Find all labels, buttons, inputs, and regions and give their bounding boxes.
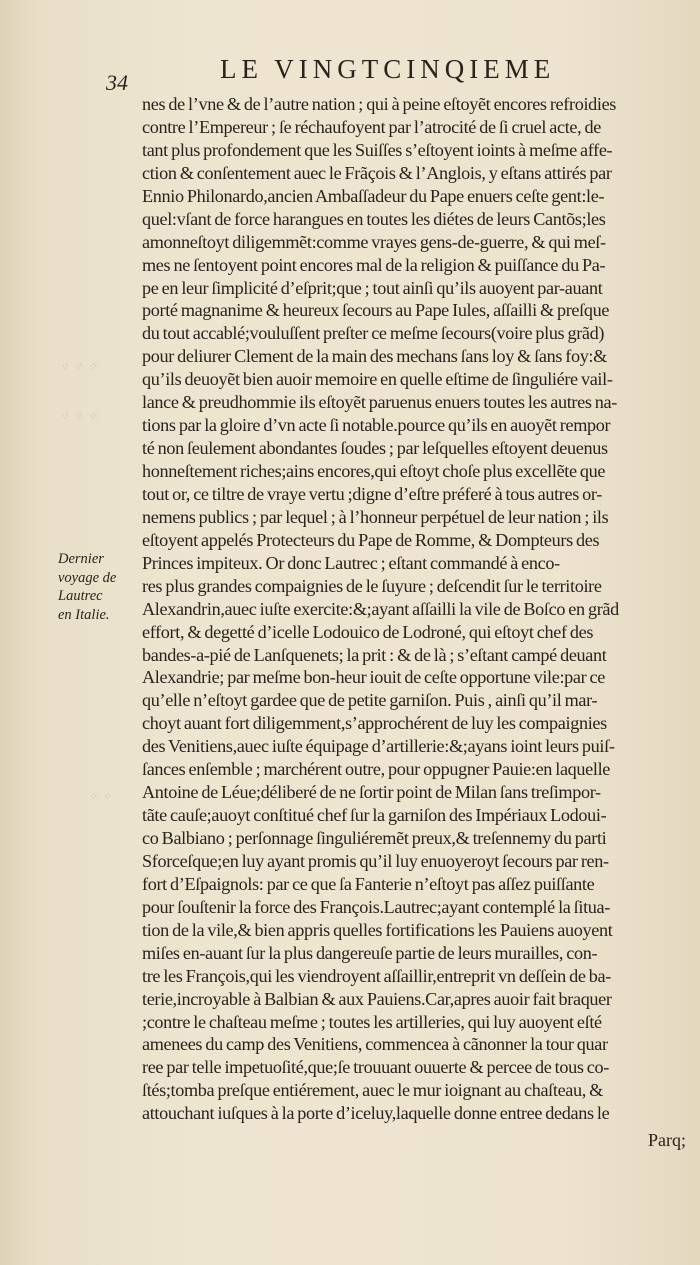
text-line: effort, & degetté d’icelle Lodouico de Lodroné, qui eſtoyt chef des [142,621,594,642]
text-line: mes ne ſentoyent point encores mal de la religion & puiſſance du Pa- [142,254,606,275]
text-line: tions par la gloire d’vn acte ſi notable.pource qu’ils en auoyẽt rempor [142,415,611,436]
text-line: Sforceſque;en luy ayant promis qu’il luy enuoyeroyt ſecours par ren- [142,850,609,871]
text-line: lance & preudhommie ils eſtoyẽt paruenus enuers toutes les autres na- [142,392,617,413]
text-line: Antoine de Léue;déliberé de ne ſortir point de Milan ſans treſimpor- [142,782,601,803]
text-line: honneſtement riches;ains encores,qui eſtoyt choſe plus excellẽte que [142,461,606,481]
text-line: quel:vſant de force harangues en toutes les diétes de leurs Cantõs;les [142,208,606,229]
marginal-note-line: Lautrec [58,588,103,604]
text-line: ſances enſemble ; marchérent outre, pour oppugner Pauie:en laquelle [142,759,611,780]
text-line: nemens publics ; par lequel ; à l’honneur perpétuel de leur nation ; ils [142,506,609,527]
show-through-mark: ⁘ ⁘ ⁘ [60,361,99,373]
text-line: co Balbiano ; perſonnage ſinguliéremẽt preux,& treſennemy du parti [142,828,607,848]
marginal-note [58,550,142,624]
text-line: eſtoyent appelés Protecteurs du Pape de Romme, & Dompteurs des [142,529,600,550]
show-through-mark: ⁘ ⁘ [88,791,113,803]
running-head: LE VINGTCINQIEME [220,54,556,84]
marginal-note-line: en Italie. [58,606,110,623]
text-line: du tout accablé;vouluſſent preſter ce meſme ſecours(voire plus grãd) [142,323,605,344]
text-line: attouchant iuſques à la porte d’iceluy,laquelle donne entree dedans le [142,1103,610,1124]
text-line: res plus grandes compaignies de le ſuyure ; deſcendit ſur le territoire [142,575,602,596]
text-line: ction & conſentement auec le Frãçois & l’Anglois, y eſtans attirés par [142,162,612,183]
text-line: ;contre le chaſteau meſme ; toutes les artilleries, qui luy auoyent eſté [142,1011,602,1032]
text-line: ſtés;tomba preſque entiérement, auec le mur ioignant au chaſteau, & [142,1080,603,1101]
text-line: tãte cauſe;auoyt conſtitué chef ſur la garniſon des Impériaux Lodoui- [142,805,607,826]
text-line: qu’elle n’eſtoyt gardee que de petite garniſon. Puis , ainſi qu’il mar- [142,690,598,711]
text-line: Princes impiteux. Or donc Lautrec ; eſtant commandé à enco- [142,552,560,573]
text-line: des Venitiens,auec iuſte équipage d’artillerie:&;ayans ioint leurs puiſ- [142,736,615,757]
show-through-mark: ⁘ ⁘ ⁘ [60,411,99,423]
text-line: qu’ils deuoyẽt bien auoir memoire en quelle eſtime de ſinguliére vail- [142,369,613,390]
text-line: Ennio Philonardo,ancien Ambaſſadeur du Pape enuers ceſte gent:le- [142,185,605,206]
text-line: amenees du camp des Venitiens, commencea à cãnonner la tour quar [142,1034,608,1055]
text-line: miſes en-auant ſur la plus dangereuſe partie de leurs murailles, con- [142,942,598,963]
text-line: fort d’Eſpaignols: par ce que ſa Fanterie n’eſtoyt pas aſſez puiſſante [142,873,595,894]
text-line: té non ſeulement abondantes ſoudes ; par leſquelles eſtoyent deuenus [142,438,608,459]
marginal-note-line: voyage de [58,569,117,586]
text-line: pe en leur ſimplicité d’eſprit;que ; tout ainſi qu’ils auoyent par-auant [142,277,603,298]
text-line: ree par telle impetuoſité,que;ſe trouuant ouuerte & percee de tous co- [142,1057,609,1078]
text-line: amonneſtoyt diligemmẽt:comme vrayes gens-de-guerre, & qui meſ- [142,231,606,252]
text-line: bandes-a-pié de Lanſquenets; la prit : & de là ; s’eſtant campé deuant [142,644,607,665]
text-line: porté magnanime & heureux ſecours au Pape Iules, aſſailli & preſque [142,300,610,321]
text-line: tout or, ce tiltre de vraye vertu ;digne d’eſtre préferé à tous autres or- [142,483,602,504]
text-line: pour deliurer Clement de la main des mechans ſans loy & ſans foy:& [142,346,607,367]
body-text [142,93,682,1125]
text-line: Alexandrin,auec iuſte exercite:&;ayant aſſailli la vile de Boſco en grãd [142,598,619,619]
marginal-note-line: Dernier [58,551,104,567]
text-line: choyt auant fort diligemment,s’approchérent de luy les compaignies [142,713,607,734]
text-line: tre les François,qui les viendroyent aſſaillir,entreprit vn deſſein de ba- [142,965,611,986]
text-line: pour ſouſtenir la force des François.Lautrec;ayant contemplé la ſitua- [142,896,610,917]
text-line: tion de la vile,& bien appris quelles fortifications les Pauiens auoyent [142,919,613,940]
text-line: terie,incroyable à Balbian & aux Pauiens.Car,apres auoir fait braquer [142,988,612,1009]
text-line: contre l’Empereur ; ſe réchaufoyent par l’atrocité de ſi cruel acte, de [142,116,601,137]
text-line: nes de l’vne & de l’autre nation ; qui à peine eſtoyẽt encores refroidies [142,94,617,114]
text-line: tant plus profondement que les Suiſſes s’eſtoyent ioints à meſme affe- [142,139,613,160]
text-line: Alexandrie; par meſme bon-heur iouit de ceſte opportune vile:par ce [142,667,605,688]
catchword: Parq; [648,1129,686,1150]
page-number: 34 [106,70,128,95]
